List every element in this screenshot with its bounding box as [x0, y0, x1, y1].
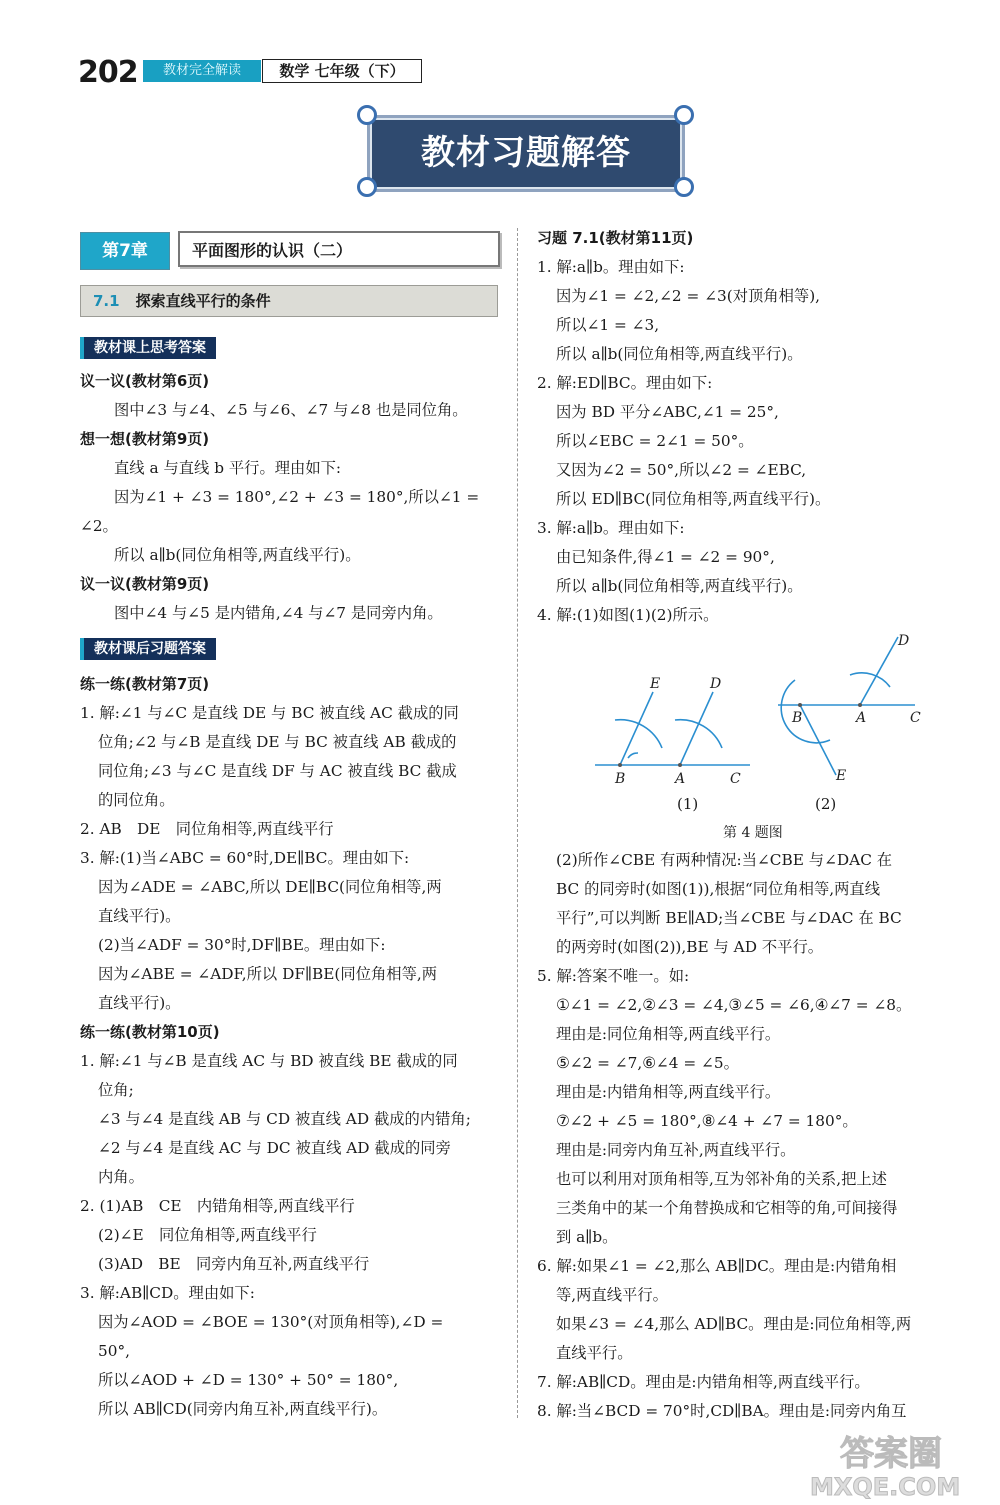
text-line: 所以∠EBC = 2∠1 = 50°。 [556, 432, 754, 450]
point-b2 [798, 703, 802, 707]
text-line: 7. 解:AB∥CD。理由是:内错角相等,两直线平行。 [537, 1373, 870, 1391]
series-badge: 教材完全解读 [143, 60, 261, 82]
text-line: 直线 a 与直线 b 平行。理由如下: [114, 459, 342, 477]
column-divider [517, 228, 518, 1418]
text-line: 如果∠3 = ∠4,那么 AD∥BC。理由是:同位角相等,两 [556, 1315, 912, 1333]
text-line: (3)AD BE 同旁内角互补,两直线平行 [98, 1255, 370, 1273]
text-line: (2)当∠ADF = 30°时,DF∥BE。理由如下: [98, 936, 386, 954]
text-line: 1. 解:a∥b。理由如下: [537, 258, 685, 276]
label-e: E [650, 676, 661, 692]
point-a2 [858, 703, 862, 707]
fig2-arc [850, 673, 890, 687]
text-line: 习题 7.1(教材第11页) [537, 229, 694, 247]
text-line: 2. AB DE 同位角相等,两直线平行 [80, 820, 334, 838]
label-a: A [675, 771, 686, 787]
text-line: 图中∠3 与∠4、∠5 与∠6、∠7 与∠8 也是同位角。 [114, 401, 468, 419]
chapter-title: 平面图形的认识（二） [178, 231, 500, 267]
label-c2: C [910, 710, 921, 726]
figure-caption-1: (1) [677, 795, 699, 813]
text-line: 所以∠1 = ∠3, [556, 316, 660, 334]
text-line: 直线平行。 [556, 1344, 633, 1362]
text-line: 1. 解:∠1 与∠C 是直线 DE 与 BC 被直线 AC 截成的同 [80, 704, 459, 722]
chapter-tag: 第7章 [80, 232, 170, 270]
text-line: 平行”,可以判断 BE∥AD;当∠CBE 与∠DAC 在 BC [556, 909, 902, 927]
text-line: (2)所作∠CBE 有两种情况:当∠CBE 与∠DAC 在 [556, 851, 893, 869]
text-line: 2. (1)AB CE 内错角相等,两直线平行 [80, 1197, 355, 1215]
text-line: 议一议(教材第6页) [80, 372, 210, 390]
text-line: 的同位角。 [98, 791, 175, 809]
text-line: 所以 a∥b(同位角相等,两直线平行)。 [556, 345, 803, 363]
fig2-arc [781, 680, 830, 743]
label-b2: B [792, 710, 803, 726]
text-line: 直线平行)。 [98, 994, 181, 1012]
text-line: 因为∠ABE = ∠ADF,所以 DF∥BE(同位角相等,两 [98, 965, 438, 983]
text-line: 因为∠1 = ∠2,∠2 = ∠3(对顶角相等), [556, 287, 821, 305]
text-line: BC 的同旁时(如图(1)),根据“同位角相等,两直线 [556, 880, 880, 898]
text-line: 三类角中的某一个角替换成和它相等的角,可间接得 [556, 1199, 898, 1217]
text-line: 3. 解:(1)当∠ABC = 60°时,DE∥BC。理由如下: [80, 849, 410, 867]
text-line: 所以 ED∥BC(同位角相等,两直线平行)。 [556, 490, 831, 508]
text-line: 1. 解:∠1 与∠B 是直线 AC 与 BD 被直线 BE 截成的同 [80, 1052, 458, 1070]
text-line: 也可以利用对顶角相等,互为邻补角的关系,把上述 [556, 1170, 887, 1188]
section-banner [367, 115, 685, 192]
fig2-ray-ad [860, 637, 898, 705]
text-line: ∠2 与∠4 是直线 AC 与 DC 被直线 AD 截成的同旁 [98, 1139, 451, 1157]
text-line: 位角;∠2 与∠B 是直线 DE 与 BC 被直线 AB 截成的 [98, 733, 457, 751]
text-line: 练一练(教材第10页) [80, 1023, 220, 1041]
fig2-ray-be [800, 705, 836, 775]
fig1-arc [675, 720, 722, 748]
text-line: 5. 解:答案不唯一。如: [537, 967, 690, 985]
fig1-arc [628, 753, 638, 758]
watermark-url: MXQE.COM [810, 1473, 961, 1500]
fig1-arc [615, 720, 662, 748]
text-line: 3. 解:AB∥CD。理由如下: [80, 1284, 255, 1302]
text-line: 因为∠ADE = ∠ABC,所以 DE∥BC(同位角相等,两 [98, 878, 442, 896]
point-a [678, 763, 682, 767]
text-line: 50°, [98, 1342, 130, 1360]
text-line: 所以 AB∥CD(同旁内角互补,两直线平行)。 [98, 1400, 388, 1418]
geometry-figure [580, 625, 960, 795]
text-line: 4. 解:(1)如图(1)(2)所示。 [537, 606, 719, 624]
text-line: 8. 解:当∠BCD = 70°时,CD∥BA。理由是:同旁内角互 [537, 1402, 907, 1420]
text-line: (2)∠E 同位角相等,两直线平行 [98, 1226, 317, 1244]
text-line: ①∠1 = ∠2,②∠3 = ∠4,③∠5 = ∠6,④∠7 = ∠8。 [556, 996, 912, 1014]
text-line: 所以 a∥b(同位角相等,两直线平行)。 [556, 577, 803, 595]
text-line: 所以 a∥b(同位角相等,两直线平行)。 [114, 546, 361, 564]
label-d2: D [898, 633, 910, 649]
text-line: 直线平行)。 [98, 907, 181, 925]
text-line: 议一议(教材第9页) [80, 575, 210, 593]
banner-corner-dot [674, 105, 694, 125]
text-line: 因为∠1 + ∠3 = 180°,∠2 + ∠3 = 180°,所以∠1 = [114, 488, 480, 506]
text-line: 因为∠AOD = ∠BOE = 130°(对顶角相等),∠D = [98, 1313, 444, 1331]
text-line: 2. 解:ED∥BC。理由如下: [537, 374, 713, 392]
page-number: 202 [78, 55, 138, 90]
banner-corner-dot [357, 105, 377, 125]
banner-title: 教材习题解答 [421, 133, 631, 173]
watermark-text: 答案圈 [840, 1434, 942, 1474]
text-line: 所以∠AOD + ∠D = 130° + 50° = 180°, [98, 1371, 399, 1389]
text-line: 6. 解:如果∠1 = ∠2,那么 AB∥DC。理由是:内错角相 [537, 1257, 897, 1275]
text-line: 到 a∥b。 [556, 1228, 618, 1246]
text-line: 因为 BD 平分∠ABC,∠1 = 25°, [556, 403, 779, 421]
label-a2: A [856, 710, 867, 726]
label-b: B [615, 771, 626, 787]
text-line: 练一练(教材第7页) [80, 675, 210, 693]
text-line: 内角。 [98, 1168, 144, 1186]
label-d: D [710, 676, 722, 692]
text-line: ∠2。 [80, 517, 118, 535]
text-line: 等,两直线平行。 [556, 1286, 668, 1304]
figure-caption: 第 4 题图 [723, 825, 783, 841]
figure-1 [595, 692, 750, 765]
text-line: 的两旁时(如图(2)),BE 与 AD 不平行。 [556, 938, 824, 956]
section-heading [80, 285, 498, 317]
banner-corner-dot [357, 177, 377, 197]
text-line: 理由是:同位角相等,两直线平行。 [556, 1025, 781, 1043]
point-b [618, 763, 622, 767]
text-line: ⑤∠2 = ∠7,⑥∠4 = ∠5。 [556, 1054, 739, 1072]
tag-after-class: 教材课后习题答案 [80, 638, 216, 660]
section-title: 探索直线平行的条件 [135, 292, 271, 310]
text-line: 同位角;∠3 与∠C 是直线 DF 与 AC 被直线 BC 截成 [98, 762, 457, 780]
text-line: 由已知条件,得∠1 = ∠2 = 90°, [556, 548, 775, 566]
text-line: ⑦∠2 + ∠5 = 180°,⑧∠4 + ∠7 = 180°。 [556, 1112, 858, 1130]
text-line: ∠3 与∠4 是直线 AB 与 CD 被直线 AD 截成的内错角; [98, 1110, 471, 1128]
text-line: 想一想(教材第9页) [80, 430, 210, 448]
text-line: 位角; [98, 1081, 134, 1099]
text-line: 3. 解:a∥b。理由如下: [537, 519, 685, 537]
label-e2: E [836, 768, 847, 784]
section-number: 7.1 [93, 292, 120, 310]
text-line: 图中∠4 与∠5 是内错角,∠4 与∠7 是同旁内角。 [114, 604, 443, 622]
tag-in-class: 教材课上思考答案 [80, 337, 216, 359]
text-line: 又因为∠2 = 50°,所以∠2 = ∠EBC, [556, 461, 807, 479]
banner-corner-dot [674, 177, 694, 197]
figure-caption-2: (2) [815, 795, 837, 813]
watermark-logo [800, 1420, 990, 1500]
text-line: 理由是:同旁内角互补,两直线平行。 [556, 1141, 796, 1159]
text-line: 理由是:内错角相等,两直线平行。 [556, 1083, 781, 1101]
subject-badge: 数学 七年级（下） [262, 59, 422, 83]
label-c: C [730, 771, 741, 787]
